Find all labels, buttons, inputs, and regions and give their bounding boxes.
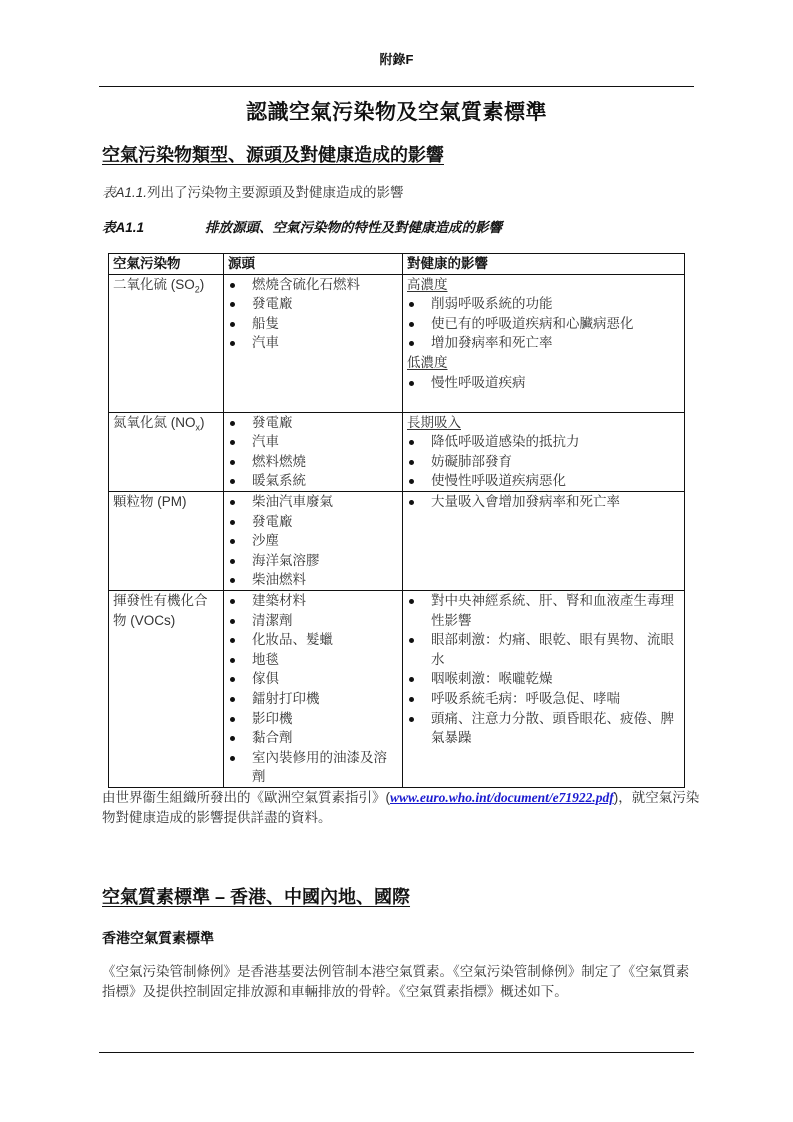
pollutant-cell xyxy=(109,274,224,412)
pollutant-cell: 顆粒物 (PM) xyxy=(109,491,224,590)
list-item: 使已有的呼吸道疾病和心臟病惡化 xyxy=(407,314,680,334)
appendix-label: 附錄F xyxy=(379,52,414,67)
list-item: 大量吸入會增加發病率和死亡率 xyxy=(407,492,680,512)
section-heading-standards: 空氣質素標準 – 香港、中國內地、國際 xyxy=(102,887,411,907)
list-item: 化妝品、髮蠟 xyxy=(228,630,398,650)
pollutant-cell: 揮發性有機化合物 (VOCs) xyxy=(109,590,224,787)
list-item: 發電廠 xyxy=(228,294,398,314)
pollutant-paren: ) xyxy=(199,276,205,292)
table-row xyxy=(109,412,685,491)
list-item: 室內裝修用的油漆及溶劑 xyxy=(228,748,398,787)
effect-cell xyxy=(403,491,685,590)
list-item: 頭痛、注意力分散、頭昏眼花、疲倦、脾氣暴躁 xyxy=(407,709,680,748)
table-row xyxy=(109,491,685,590)
pollutant-subscript: x xyxy=(195,422,200,433)
table-caption xyxy=(102,216,502,236)
list-item: 清潔劑 xyxy=(228,611,398,631)
list-item: 船隻 xyxy=(228,314,398,334)
effect-group-label: 長期吸入 xyxy=(407,414,461,430)
pollutant-name: 氮氧化氮 (NO xyxy=(113,414,196,430)
pollutant-paren: ) xyxy=(200,414,205,430)
table-caption-number: 表A1.1 xyxy=(102,220,145,235)
list-item: 傢俱 xyxy=(228,669,398,689)
source-cell xyxy=(224,491,403,590)
list-item: 眼部刺激：灼痛、眼乾、眼有異物、流眼水 xyxy=(407,630,680,669)
reference-text-after: )，就空氣污染物對健康造成的影響提供詳盡的資料。 xyxy=(102,790,700,825)
effect-cell xyxy=(403,274,685,412)
source-cell xyxy=(224,590,403,787)
table-row xyxy=(109,274,685,412)
list-item: 汽車 xyxy=(228,432,398,452)
list-item: 燃燒含硫化石燃料 xyxy=(228,275,398,295)
list-item: 海洋氣溶膠 xyxy=(228,551,398,571)
footer-divider xyxy=(99,1052,694,1053)
table-row xyxy=(109,590,685,787)
table-intro xyxy=(102,181,404,201)
list-item: 黏合劑 xyxy=(228,728,398,748)
list-item: 削弱呼吸系統的功能 xyxy=(407,294,680,314)
list-item: 影印機 xyxy=(228,709,398,729)
source-cell xyxy=(224,412,403,491)
section-heading-pollutants: 空氣污染物類型、源頭及對健康造成的影響 xyxy=(102,145,444,165)
list-item: 暖氣系統 xyxy=(228,471,398,491)
intro-text: 列出了污染物主要源頭及對健康造成的影響 xyxy=(147,185,404,200)
subheading-hk-standards: 香港空氣質素標準 xyxy=(102,930,214,946)
list-item: 妨礙肺部發育 xyxy=(407,452,680,472)
table-reference: 表A1.1. xyxy=(102,185,148,200)
table-header-row xyxy=(109,254,685,275)
pollutant-name: 二氧化硫 (SO xyxy=(113,276,195,292)
pollutant-cell xyxy=(109,412,224,491)
list-item: 鐳射打印機 xyxy=(228,689,398,709)
list-item: 降低呼吸道感染的抵抗力 xyxy=(407,432,680,452)
effect-group-label: 高濃度 xyxy=(407,276,448,292)
list-item: 咽喉刺激：喉嚨乾燥 xyxy=(407,669,680,689)
list-item: 增加發病率和死亡率 xyxy=(407,333,680,353)
header-pollutant: 空氣污染物 xyxy=(109,254,224,275)
header-divider xyxy=(99,86,694,87)
list-item: 使慢性呼吸道疾病惡化 xyxy=(407,471,680,491)
list-item: 燃料燃燒 xyxy=(228,452,398,472)
effect-cell xyxy=(403,590,685,787)
list-item: 呼吸系統毛病：呼吸急促、哮喘 xyxy=(407,689,680,709)
list-item: 沙塵 xyxy=(228,531,398,551)
document-title: 認識空氣污染物及空氣質素標準 xyxy=(246,101,547,124)
effect-group-label: 低濃度 xyxy=(407,354,448,370)
hk-standards-paragraph: 《空氣污染管制條例》是香港基要法例管制本港空氣質素。《空氣污染管制條例》制定了《空氣質素指標》及提供控制固定排放源和車輛排放的骨幹。《空氣質素指標》概述如下。 xyxy=(102,964,690,999)
list-item: 汽車 xyxy=(228,333,398,353)
table-caption-title: 排放源頭、空氣污染物的特性及對健康造成的影響 xyxy=(205,220,502,235)
list-item: 柴油汽車廢氣 xyxy=(228,492,398,512)
list-item: 地毯 xyxy=(228,650,398,670)
list-item: 發電廠 xyxy=(228,413,398,433)
list-item: 發電廠 xyxy=(228,512,398,532)
reference-paragraph xyxy=(102,788,702,828)
source-cell xyxy=(224,274,403,412)
reference-text-before: 由世界衞生組織所發出的《歐洲空氣質素指引》( xyxy=(102,790,390,805)
pollutant-subscript: 2 xyxy=(194,284,200,295)
pollutant-table xyxy=(108,253,685,788)
header-source: 源頭 xyxy=(224,254,403,275)
list-item: 慢性呼吸道疾病 xyxy=(407,373,680,393)
effect-cell xyxy=(403,412,685,491)
header-health-effect: 對健康的影響 xyxy=(403,254,685,275)
list-item: 對中央神經系統、肝、腎和血液產生毒理性影響 xyxy=(407,591,680,630)
list-item: 柴油燃料 xyxy=(228,570,398,590)
who-guidelines-link[interactable]: www.euro.who.int/document/e71922.pdf xyxy=(390,790,614,805)
list-item: 建築材料 xyxy=(228,591,398,611)
